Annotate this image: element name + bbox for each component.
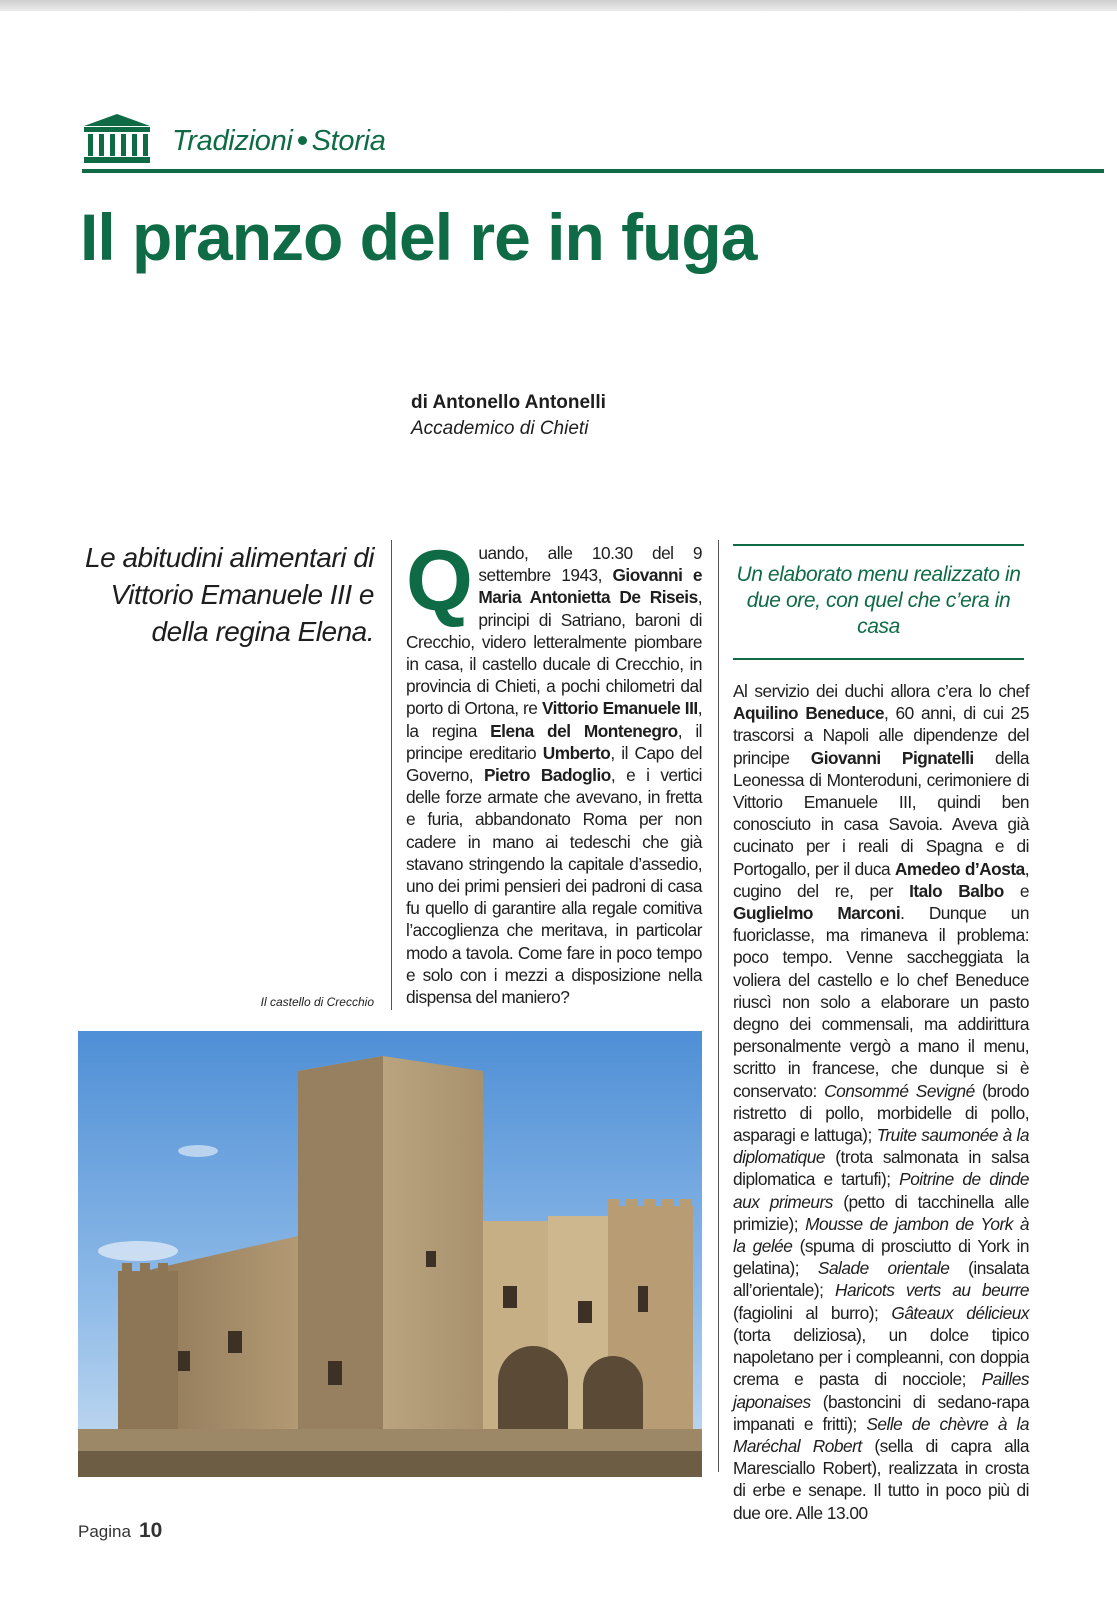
text-run: uando, alle 10.30 del 9 settembre 1943,: [478, 543, 702, 586]
page-number: 10: [138, 1519, 163, 1542]
page-label: Pagina: [78, 1522, 131, 1541]
article-title: Il pranzo del re in fuga: [80, 200, 757, 274]
column-divider: [718, 540, 719, 1472]
drop-cap: Q: [406, 533, 473, 629]
text-run: . Dunque un fuoriclasse, ma rimaneva il problema: poco tempo. Venne saccheggiata la voliera del castello e lo chef Beneduce riuscì non solo a elaborare un pasto degno dei commensali, ma addirittura personalmente vergò a mano il menu, scritto in francese, che dunque si è conservato:: [733, 903, 1029, 1101]
text-run: (trota salmonata in salsa diplomatica e tartufi);: [733, 1147, 1029, 1190]
text-run: , e i vertici delle forze armate che avevano, in fretta e furia, abbandonato Roma per non cadere in mano ai tedeschi che già stavano stringendo la capitale d’assedio, uno dei primi pensieri dei padroni di casa fu quello di garantire alla regale comitiva l’accoglienza che meritava, in particolar modo a tavola. Come fare in poco tempo e solo con i mezzi a disposizione nella dispensa del maniero?: [406, 765, 702, 1008]
bold-name: Guglielmo Marconi: [733, 903, 901, 924]
text-run: , il principe ereditario: [406, 720, 703, 763]
dish-name: Pailles japonaises: [733, 1369, 1029, 1412]
text-run: (spuma di prosciutto di York in gelatina);: [733, 1236, 1029, 1279]
body-column-1: [406, 533, 703, 1008]
bullet-dot-icon: [298, 136, 307, 145]
text-run: della Leonessa di Monteroduni, cerimoniere di Vittorio Emanuele III, quindi ben conosciuto in casa Savoia. Aveva già cucinato per i reali di Spagna e di Portogallo, per il duca: [733, 747, 1029, 879]
castle-photo: [78, 1031, 702, 1477]
text-run: , il Capo del Governo,: [406, 742, 702, 786]
dish-name: Truite saumonée à la diplomatique: [733, 1125, 1029, 1168]
bold-name: Giovanni e Maria Antonietta De Riseis: [478, 565, 702, 608]
dish-name: Consommé Sevigné: [824, 1080, 975, 1101]
page-footer: [78, 1519, 162, 1543]
bold-name: Pietro Badoglio: [484, 765, 611, 786]
bold-name: Vittorio Emanuele III: [541, 698, 698, 719]
highlight-box: [733, 544, 1024, 660]
castle-illustration: [78, 1031, 702, 1477]
text-run: (fagiolini al burro);: [733, 1302, 892, 1323]
body-text: [733, 681, 1029, 1523]
bold-name: Giovanni Pignatelli: [810, 747, 974, 768]
bold-name: Amedeo d’Aosta: [894, 858, 1025, 879]
text-run: , 60 anni, di cui 25 trascorsi a Napoli alle dipendenze del principe: [733, 703, 1029, 768]
section-label: [172, 125, 386, 158]
photo-caption: Il castello di Crecchio: [260, 995, 374, 1009]
dish-name: Salade orientale: [817, 1258, 950, 1279]
bold-name: Umberto: [542, 742, 611, 763]
column-divider: [391, 540, 392, 1010]
text-run: (torta deliziosa), un dolce tipico napoletano per i compleanni, con doppia crema e pasta di nocciole;: [733, 1324, 1029, 1390]
bold-name: Aquilino Beneduce: [733, 703, 884, 724]
bold-name: Elena del Montenegro: [490, 720, 678, 741]
section-header: [82, 110, 1104, 172]
text-run: e: [1003, 880, 1029, 901]
section-label-tradizioni: Tradizioni: [172, 125, 293, 157]
text-run: (petto di tacchinella alle primizie);: [733, 1191, 1030, 1234]
byline: [411, 390, 606, 442]
text-run: Al servizio dei duchi allora c’era lo chef: [733, 681, 1029, 701]
body-column-2: [733, 680, 1029, 1524]
top-edge-bar: [0, 0, 1117, 11]
pull-quote: Le abitudini alimentari di Vittorio Emanuele III e della regina Elena.: [85, 542, 374, 647]
bold-name: Italo Balbo: [909, 880, 1004, 901]
section-label-storia: Storia: [311, 125, 386, 157]
text-run: (bastoncini di sedano-rapa impanati e fritti);: [733, 1391, 1029, 1434]
text-run: , la regina: [406, 698, 703, 741]
dish-name: Gâteaux délicieux: [891, 1302, 1029, 1323]
dish-name: Selle de chèvre à la Maréchal Robert: [733, 1413, 1029, 1456]
highlight-text: Un elaborato menu realizzato in due ore, con quel che c’era in casa: [736, 563, 1021, 638]
dish-name: Haricots verts au beurre: [834, 1280, 1029, 1301]
dish-name: Poitrine de dinde aux primeurs: [733, 1169, 1030, 1212]
header-rule: [82, 169, 1104, 173]
dish-name: Mousse de jambon de York à la gelée: [733, 1213, 1029, 1257]
text-run: (insalata all’orientale);: [733, 1258, 1029, 1301]
text-run: , cugino del re, per: [733, 858, 1029, 901]
text-run: (brodo ristretto di pollo, morbidelle di pollo, asparagi e lattuga);: [733, 1080, 1029, 1146]
author-name: di Antonello Antonelli: [411, 392, 606, 413]
text-run: , principi di Satriano, baroni di Crecchio, videro letteralmente piombare in casa, il castello ducale di Crecchio, in provincia di Chieti, a pochi chilometri dal porto di Ortona, re: [406, 587, 702, 719]
temple-icon: [82, 112, 152, 164]
text-run: (sella di capra alla Maresciallo Robert), realizzata in crosta di erbe e senape. Il tutto in poco più di due ore. Alle 13.00: [733, 1435, 1029, 1523]
author-affiliation: Accademico di Chieti: [411, 418, 589, 439]
